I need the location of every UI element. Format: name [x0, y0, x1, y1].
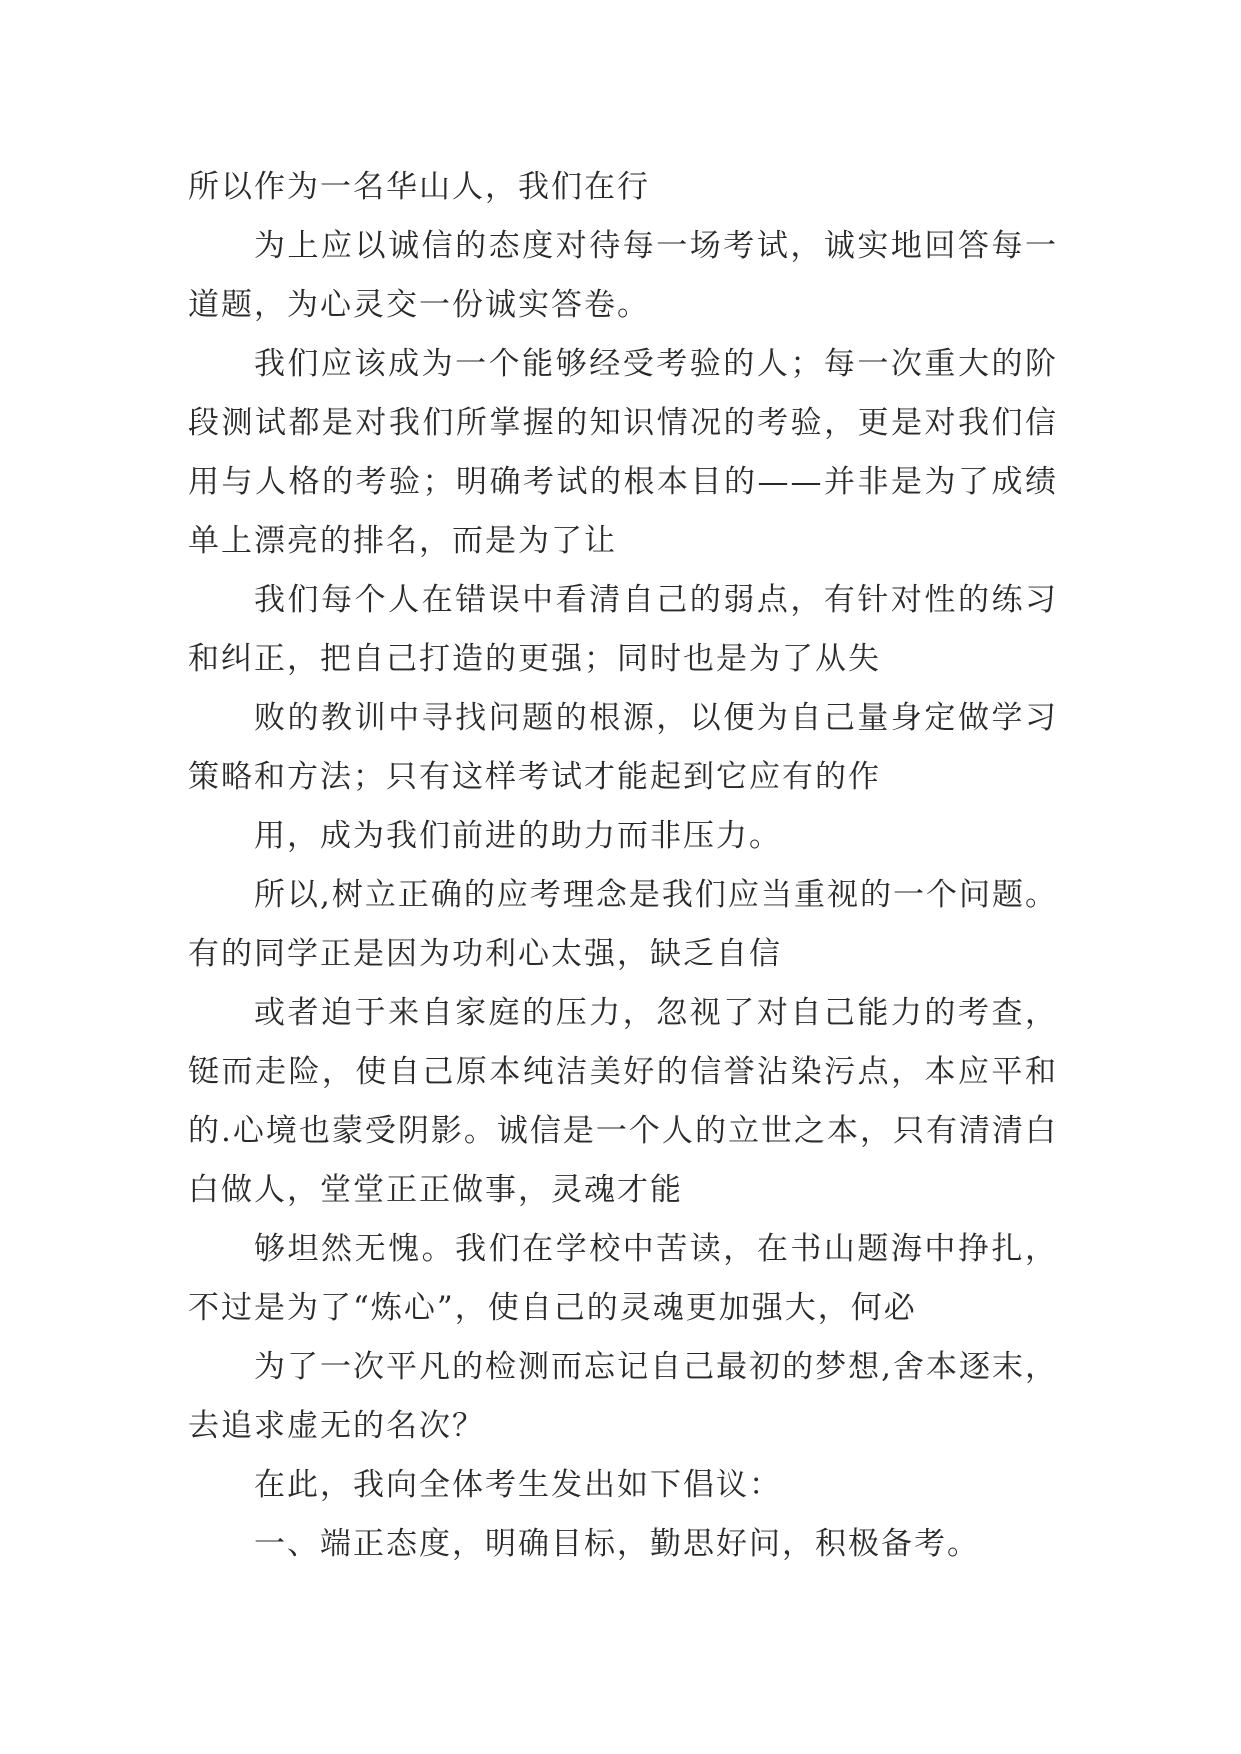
paragraph: 所以作为一名华山人，我们在行 [188, 169, 650, 205]
paragraph: 为上应以诚信的态度对待每一场考试，诚实地回答每一道题，为心灵交一份诚实答卷。 [188, 228, 1058, 323]
paragraph: 用，成为我们前进的助力而非压力。 [254, 818, 782, 854]
document-body [188, 158, 1058, 1574]
paragraph: 所以,树立正确的应考理念是我们应当重视的一个问题。有的同学正是因为功利心太强，缺乏自信 [188, 877, 1058, 972]
paragraph: 败的教训中寻找问题的根源，以便为自己量身定做学习策略和方法；只有这样考试才能起到它应有的作 [188, 700, 1058, 795]
paragraph: 我们每个人在错误中看清自己的弱点，有针对性的练习和纠正，把自己打造的更强；同时也是为了从失 [188, 582, 1058, 677]
paragraph: 在此，我向全体考生发出如下倡议： [254, 1467, 782, 1503]
paragraph: 一、端正态度，明确目标，勤思好问，积极备考。 [254, 1526, 980, 1562]
paragraph: 或者迫于来自家庭的压力，忽视了对自己能力的考查，铤而走险，使自己原本纯洁美好的信誉沾染污点，本应平和的.心境也蒙受阴影。诚信是一个人的立世之本，只有清清白白做人，堂堂正正做事，灵魂才能 [188, 995, 1058, 1208]
paragraph: 我们应该成为一个能够经受考验的人；每一次重大的阶段测试都是对我们所掌握的知识情况的考验，更是对我们信用与人格的考验；明确考试的根本目的——并非是为了成绩单上漂亮的排名，而是为了让 [188, 346, 1058, 559]
paragraph: 为了一次平凡的检测而忘记自己最初的梦想,舍本逐末，去追求虚无的名次？ [188, 1349, 1058, 1444]
paragraph: 够坦然无愧。我们在学校中苦读，在书山题海中挣扎，不过是为了“炼心”，使自己的灵魂更加强大，何必 [188, 1231, 1058, 1326]
